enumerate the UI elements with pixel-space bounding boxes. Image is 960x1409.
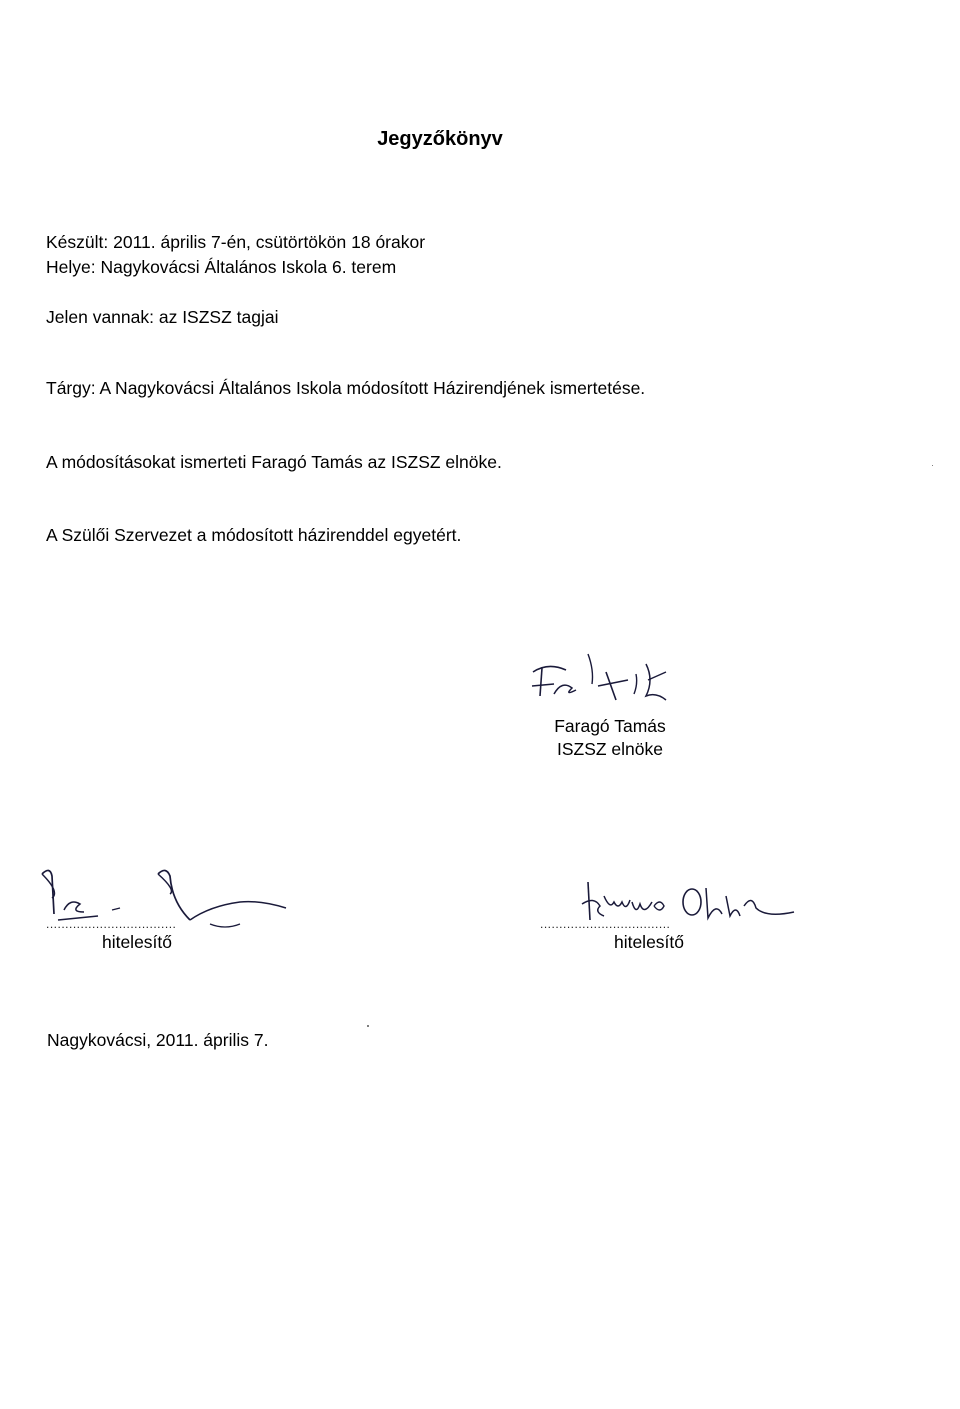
presenter-line: A módosításokat ismerteti Faragó Tamás az ISZSZ elnöke.: [46, 452, 502, 472]
conclusion-line: A Szülői Szervezet a módosított házirenddel egyetért.: [46, 525, 462, 545]
document-title: Jegyzőkönyv: [377, 128, 503, 150]
scan-speck: [932, 465, 933, 466]
witness-right-dots: ..................................: [540, 917, 671, 931]
closing-line: Nagykovácsi, 2011. április 7.: [47, 1030, 269, 1050]
made-line: Készült: 2011. április 7-én, csütörtökön 18 órakor: [46, 232, 426, 252]
president-signature: [528, 650, 698, 710]
witness-left-label: hitelesítő: [101, 932, 173, 952]
scan-speck: [367, 1025, 369, 1027]
signatory-block: [540, 716, 680, 760]
place-line: Helye: Nagykovácsi Általános Iskola 6. terem: [46, 257, 397, 277]
signatory-name: Faragó Tamás: [554, 716, 666, 736]
subject-line: Tárgy: A Nagykovácsi Általános Iskola módosított Házirendjének ismertetése.: [46, 378, 646, 398]
witness-right-label: hitelesítő: [613, 932, 685, 952]
present-line: Jelen vannak: az ISZSZ tagjai: [46, 307, 279, 327]
signatory-role: ISZSZ elnöke: [556, 739, 664, 759]
witness-left-dots: ..................................: [46, 917, 177, 931]
